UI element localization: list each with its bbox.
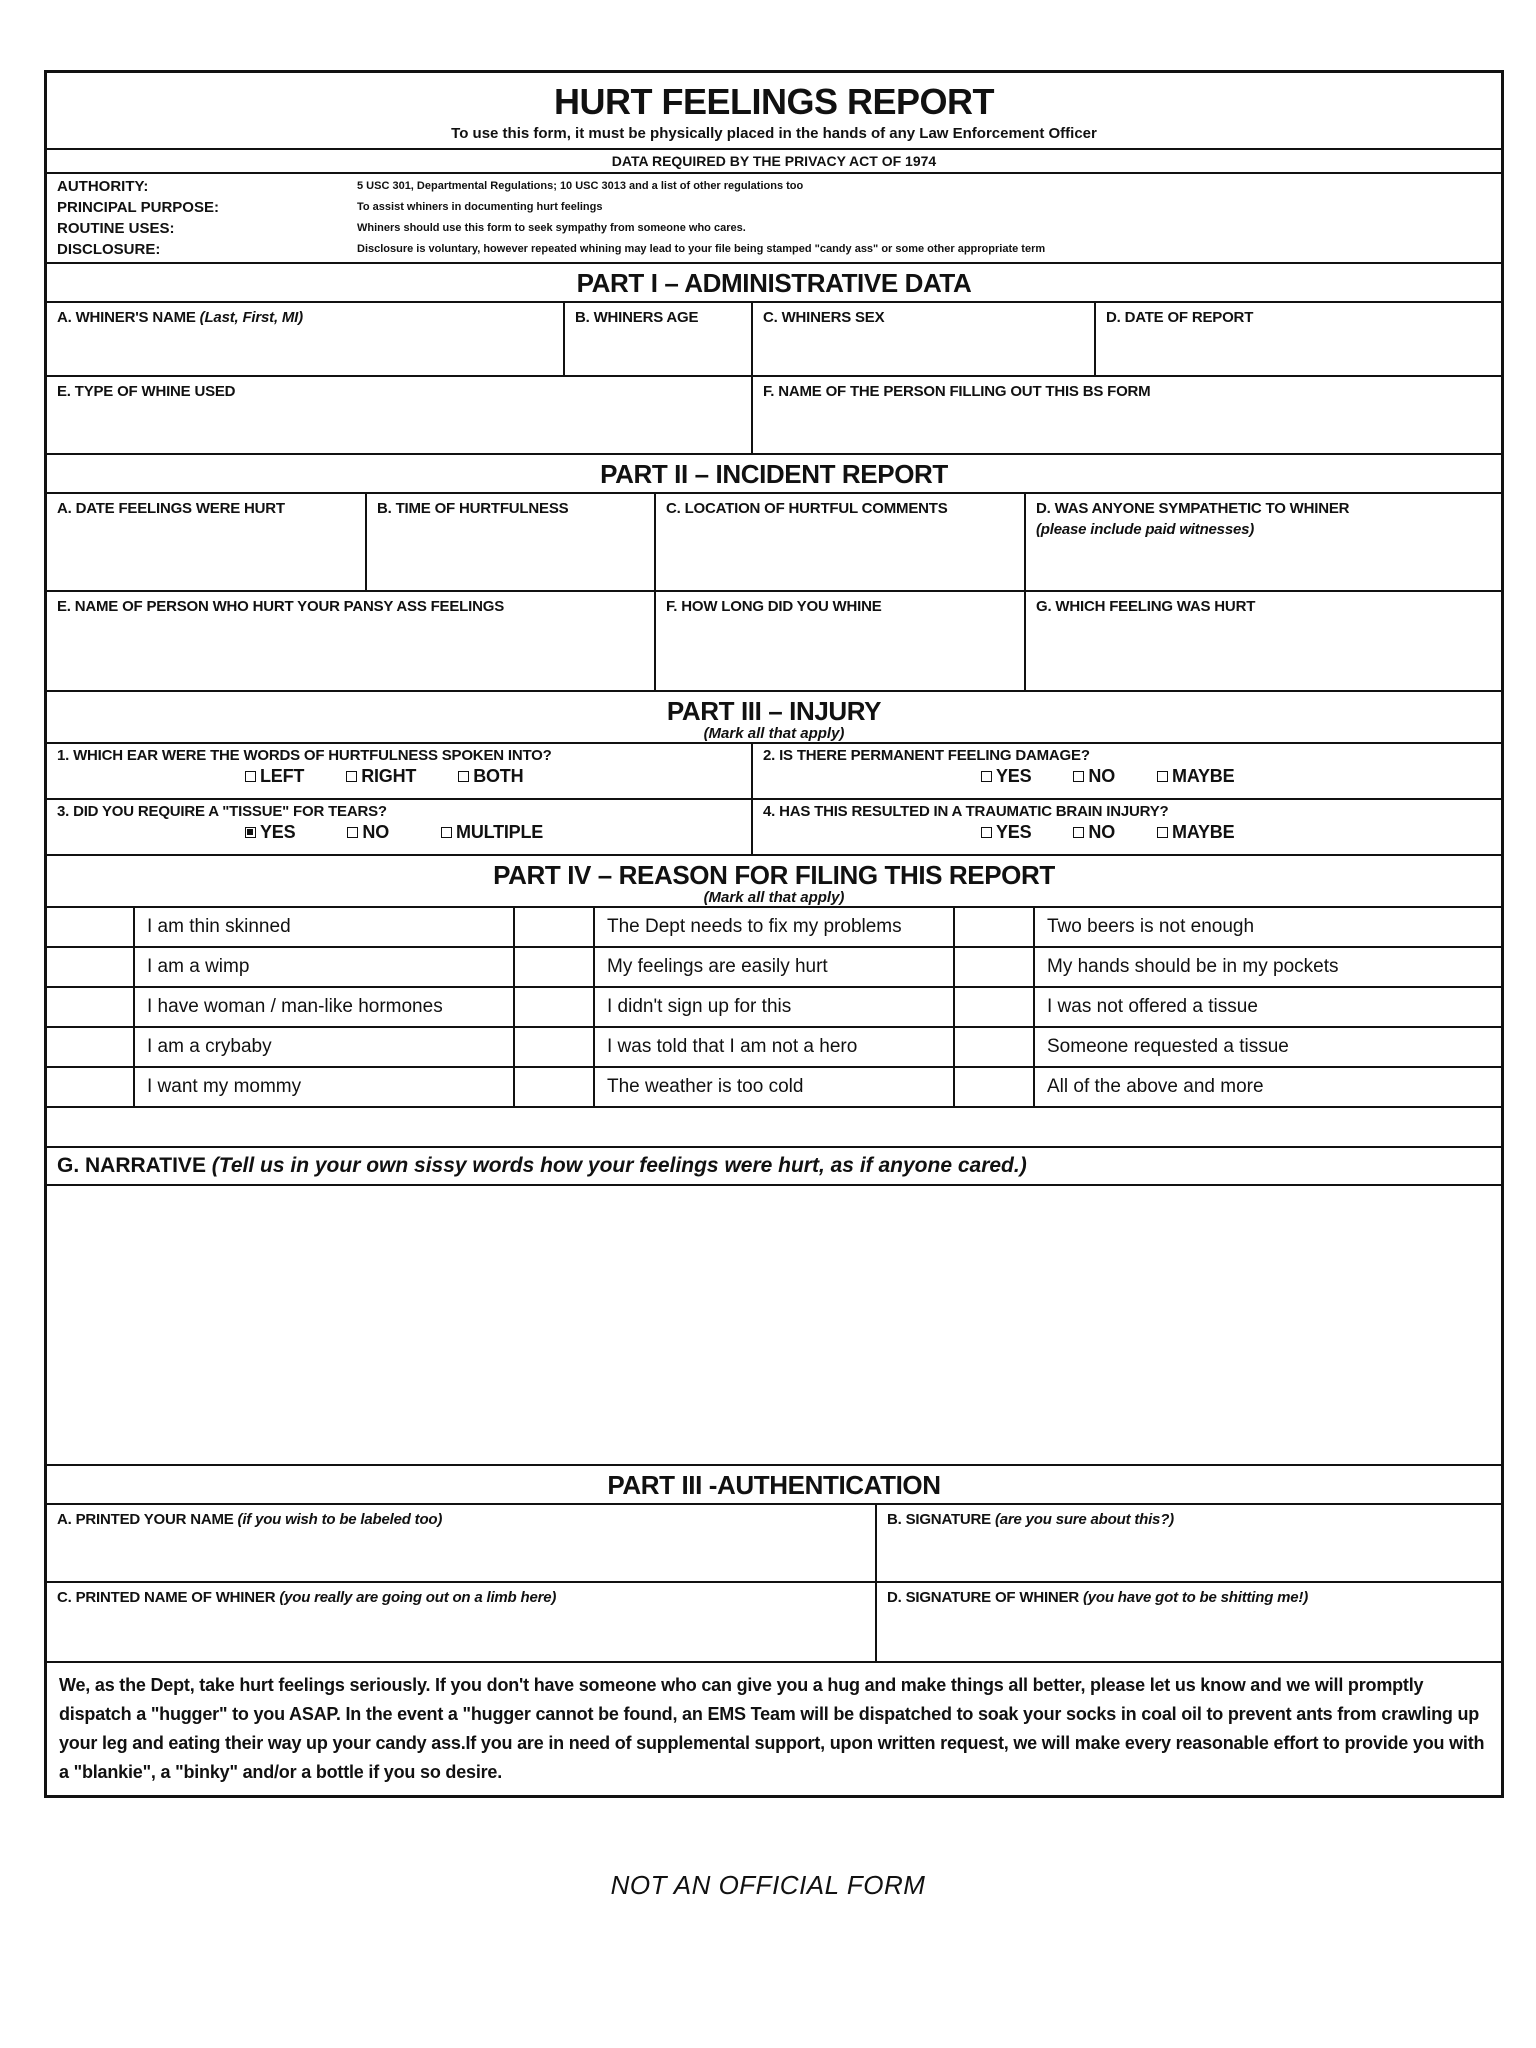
reason-grid xyxy=(47,908,1501,1108)
privacy-label: ROUTINE USES: xyxy=(57,220,175,237)
option-label: RIGHT xyxy=(361,766,417,786)
privacy-block xyxy=(47,174,1501,264)
reason-checkbox[interactable] xyxy=(515,908,595,948)
checkbox-icon xyxy=(1157,827,1168,838)
tissue-question xyxy=(47,800,753,854)
whiner-name-label: A. WHINER'S NAME xyxy=(57,309,196,326)
reason-text: I am thin skinned xyxy=(135,908,515,948)
whine-type-field[interactable] xyxy=(47,377,753,453)
hurt-time-field[interactable] xyxy=(367,494,656,590)
damage-maybe-option[interactable] xyxy=(1157,766,1234,787)
privacy-label: AUTHORITY: xyxy=(57,178,149,195)
reason-checkbox[interactable] xyxy=(47,908,135,948)
option-label: NO xyxy=(1088,766,1116,786)
hurt-location-field[interactable] xyxy=(656,494,1026,590)
damage-no-option[interactable] xyxy=(1073,766,1115,787)
filer-name-field[interactable] xyxy=(753,377,1501,453)
hurt-time-label: B. TIME OF HURTFULNESS xyxy=(377,500,569,517)
damage-yes-option[interactable] xyxy=(981,766,1031,787)
signature-sublabel: (are you sure about this?) xyxy=(994,1511,1174,1528)
report-date-label: D. DATE OF REPORT xyxy=(1106,309,1254,326)
part3-heading-row xyxy=(47,692,1501,744)
form-title: HURT FEELINGS REPORT xyxy=(553,81,995,122)
narrative-heading-row xyxy=(47,1148,1501,1186)
reason-checkbox[interactable] xyxy=(955,988,1035,1028)
form-subtitle: To use this form, it must be physically placed in the hands of any Law Enforcement Officer xyxy=(451,125,1097,142)
narrative-heading xyxy=(47,1148,1501,1184)
report-date-field[interactable] xyxy=(1096,303,1501,375)
filer-name-label: F. NAME OF THE PERSON FILLING OUT THIS BS FORM xyxy=(763,383,1151,400)
narrative-label: G. NARRATIVE xyxy=(57,1154,206,1177)
option-label: MAYBE xyxy=(1172,766,1235,786)
whiner-printed-name-label: C. PRINTED NAME OF WHINER xyxy=(57,1589,276,1606)
signature-field[interactable] xyxy=(877,1505,1501,1581)
whine-type-label: E. TYPE OF WHINE USED xyxy=(57,383,236,400)
reason-text: Two beers is not enough xyxy=(1035,908,1501,948)
auth-title: PART III -AUTHENTICATION xyxy=(607,1470,941,1500)
part2-title: PART II – INCIDENT REPORT xyxy=(600,459,948,489)
ear-both-option[interactable] xyxy=(458,766,523,787)
part1-title: PART I – ADMINISTRATIVE DATA xyxy=(576,268,972,298)
sympathy-note: (please include paid witnesses) xyxy=(1036,521,1255,538)
narrative-input[interactable] xyxy=(47,1186,1501,1466)
ear-question-label: 1. WHICH EAR WERE THE WORDS OF HURTFULNESS SPOKEN INTO? xyxy=(57,747,552,764)
hurt-date-field[interactable] xyxy=(47,494,367,590)
checkbox-icon xyxy=(346,771,357,782)
tissue-no-option[interactable] xyxy=(347,822,389,843)
whine-duration-field[interactable] xyxy=(656,592,1026,690)
injury-maybe-option[interactable] xyxy=(1157,822,1234,843)
checkbox-icon xyxy=(245,771,256,782)
whiner-signature-field[interactable] xyxy=(877,1583,1501,1661)
part3-note: (Mark all that apply) xyxy=(703,725,845,742)
option-label: MULTIPLE xyxy=(456,822,544,842)
disclaimer-text: We, as the Dept, take hurt feelings seriously. If you don't have someone who can give you a hug and make things all better, please let us know and we will promptly dispatch a "hugger" to you ASAP. In the event a "hugger cannot be found, an EMS Team will be dispatched to soak your socks in coal oil to prevent ants from crawling up your leg and eating their way up your candy ass.If you are in need of supplemental support, upon written request, we will make every reasonable effort to provide you with a "blankie", a "binky" and/or a bottle if you so desire. xyxy=(59,1675,1485,1782)
reason-checkbox[interactable] xyxy=(47,1068,135,1108)
privacy-heading: DATA REQUIRED BY THE PRIVACY ACT OF 1974 xyxy=(611,153,937,169)
option-label: NO xyxy=(1088,822,1116,842)
checkbox-icon xyxy=(1157,771,1168,782)
hurt-feeling-field[interactable] xyxy=(1026,592,1501,690)
reason-text: I was not offered a tissue xyxy=(1035,988,1501,1028)
reason-checkbox[interactable] xyxy=(515,988,595,1028)
auth-row-1 xyxy=(47,1505,1501,1583)
part3-row-1 xyxy=(47,744,1501,800)
printed-name-sublabel: (if you wish to be labeled too) xyxy=(237,1511,443,1528)
part1-heading-row xyxy=(47,264,1501,303)
ear-options xyxy=(57,766,741,787)
reason-text: I have woman / man-like hormones xyxy=(135,988,515,1028)
sympathy-field[interactable] xyxy=(1026,494,1501,590)
sympathy-label: D. WAS ANYONE SYMPATHETIC TO WHINER xyxy=(1036,500,1350,517)
option-label: BOTH xyxy=(473,766,524,786)
reason-checkbox[interactable] xyxy=(47,948,135,988)
not-official-note: NOT AN OFFICIAL FORM xyxy=(610,1870,926,1900)
auth-row-2 xyxy=(47,1583,1501,1663)
option-label: YES xyxy=(260,822,296,842)
damage-question-label: 2. IS THERE PERMANENT FEELING DAMAGE? xyxy=(763,747,1090,764)
reason-checkbox[interactable] xyxy=(47,988,135,1028)
part2-heading-row xyxy=(47,455,1501,494)
tissue-question-label: 3. DID YOU REQUIRE A "TISSUE" FOR TEARS? xyxy=(57,803,387,820)
injury-no-option[interactable] xyxy=(1073,822,1115,843)
whiner-signature-label: D. SIGNATURE OF WHINER xyxy=(887,1589,1079,1606)
hurt-date-label: A. DATE FEELINGS WERE HURT xyxy=(57,500,285,517)
part1-row-2 xyxy=(47,377,1501,455)
whine-duration-label: F. HOW LONG DID YOU WHINE xyxy=(666,598,882,615)
signature-label: B. SIGNATURE xyxy=(887,1511,991,1528)
part4-title: PART IV – REASON FOR FILING THIS REPORT xyxy=(493,860,1055,890)
whiner-name-sublabel: (Last, First, MI) xyxy=(199,309,303,326)
reason-text: My feelings are easily hurt xyxy=(595,948,955,988)
reason-text: I am a crybaby xyxy=(135,1028,515,1068)
whiner-name-field[interactable] xyxy=(47,303,565,375)
option-label: YES xyxy=(996,766,1032,786)
reason-checkbox[interactable] xyxy=(955,1068,1035,1108)
ear-left-option[interactable] xyxy=(245,766,304,787)
reason-text: My hands should be in my pockets xyxy=(1035,948,1501,988)
checked-checkbox-icon xyxy=(245,827,256,838)
privacy-value: Disclosure is voluntary, however repeated whining may lead to your file being stamped "candy ass" or some other appropriate term xyxy=(357,243,1046,255)
reason-text: I was told that I am not a hero xyxy=(595,1028,955,1068)
brain-injury-question xyxy=(753,800,1501,854)
checkbox-icon xyxy=(1073,827,1084,838)
injury-yes-option[interactable] xyxy=(981,822,1031,843)
whiner-age-label: B. WHINERS AGE xyxy=(575,309,699,326)
hurt-feelings-form xyxy=(44,70,1504,1798)
tissue-yes-option[interactable] xyxy=(245,822,295,843)
option-label: NO xyxy=(362,822,390,842)
hurt-feeling-label: G. WHICH FEELING WAS HURT xyxy=(1036,598,1256,615)
reason-text: All of the above and more xyxy=(1035,1068,1501,1108)
reason-checkbox[interactable] xyxy=(955,1028,1035,1068)
whiner-signature-sublabel: (you have got to be shitting me!) xyxy=(1082,1589,1309,1606)
hurter-name-field[interactable] xyxy=(47,592,656,690)
privacy-value: To assist whiners in documenting hurt feelings xyxy=(357,201,603,213)
reason-text: Someone requested a tissue xyxy=(1035,1028,1501,1068)
reason-checkbox[interactable] xyxy=(515,1028,595,1068)
reason-text: I didn't sign up for this xyxy=(595,988,955,1028)
privacy-value: Whiners should use this form to seek sympathy from someone who cares. xyxy=(357,222,746,234)
checkbox-icon xyxy=(981,771,992,782)
part4-note: (Mark all that apply) xyxy=(703,889,845,906)
part3-title: PART III – INJURY xyxy=(666,696,882,726)
reason-text: The Dept needs to fix my problems xyxy=(595,908,955,948)
reason-text: The weather is too cold xyxy=(595,1068,955,1108)
reason-text: I am a wimp xyxy=(135,948,515,988)
privacy-list xyxy=(47,174,1501,262)
whiner-age-field[interactable] xyxy=(565,303,753,375)
damage-question xyxy=(753,744,1501,798)
reason-checkbox[interactable] xyxy=(955,908,1035,948)
reason-table xyxy=(47,908,1501,1108)
reason-checkbox[interactable] xyxy=(515,1068,595,1108)
tissue-options xyxy=(57,822,741,843)
part4-heading-row xyxy=(47,856,1501,908)
hurter-name-label: E. NAME OF PERSON WHO HURT YOUR PANSY ASS FEELINGS xyxy=(57,598,504,615)
whiner-sex-label: C. WHINERS SEX xyxy=(763,309,885,326)
reason-text: I want my mommy xyxy=(135,1068,515,1108)
ear-right-option[interactable] xyxy=(346,766,416,787)
checkbox-icon xyxy=(347,827,358,838)
tissue-multiple-option[interactable] xyxy=(441,822,543,843)
brain-injury-options xyxy=(763,822,1491,843)
checkbox-icon xyxy=(441,827,452,838)
privacy-value: 5 USC 301, Departmental Regulations; 10 USC 3013 and a list of other regulations too xyxy=(357,180,804,192)
privacy-heading-row xyxy=(47,150,1501,174)
hurt-location-label: C. LOCATION OF HURTFUL COMMENTS xyxy=(666,500,948,517)
narrative-note: (Tell us in your own sissy words how your feelings were hurt, as if anyone cared.) xyxy=(211,1154,1027,1177)
checkbox-icon xyxy=(981,827,992,838)
option-label: YES xyxy=(996,822,1032,842)
damage-options xyxy=(763,766,1491,787)
part2-row-1 xyxy=(47,494,1501,592)
whiner-sex-field[interactable] xyxy=(753,303,1096,375)
disclaimer-row xyxy=(47,1663,1501,1795)
reason-checkbox[interactable] xyxy=(47,1028,135,1068)
brain-injury-question-label: 4. HAS THIS RESULTED IN A TRAUMATIC BRAIN INJURY? xyxy=(763,803,1169,820)
auth-heading-row xyxy=(47,1466,1501,1505)
checkbox-icon xyxy=(458,771,469,782)
part1-row-1 xyxy=(47,303,1501,377)
spacer-row xyxy=(47,1108,1501,1148)
privacy-label: DISCLOSURE: xyxy=(57,241,161,258)
checkbox-icon xyxy=(1073,771,1084,782)
whiner-printed-name-sublabel: (you really are going out on a limb here) xyxy=(279,1589,557,1606)
ear-question xyxy=(47,744,753,798)
printed-name-label: A. PRINTED YOUR NAME xyxy=(57,1511,234,1528)
option-label: LEFT xyxy=(260,766,305,786)
privacy-label: PRINCIPAL PURPOSE: xyxy=(57,199,219,216)
printed-name-field[interactable] xyxy=(47,1505,877,1581)
part2-row-2 xyxy=(47,592,1501,692)
reason-checkbox[interactable] xyxy=(955,948,1035,988)
form-header xyxy=(47,73,1501,150)
part3-row-2 xyxy=(47,800,1501,856)
reason-checkbox[interactable] xyxy=(515,948,595,988)
option-label: MAYBE xyxy=(1172,822,1235,842)
whiner-printed-name-field[interactable] xyxy=(47,1583,877,1661)
